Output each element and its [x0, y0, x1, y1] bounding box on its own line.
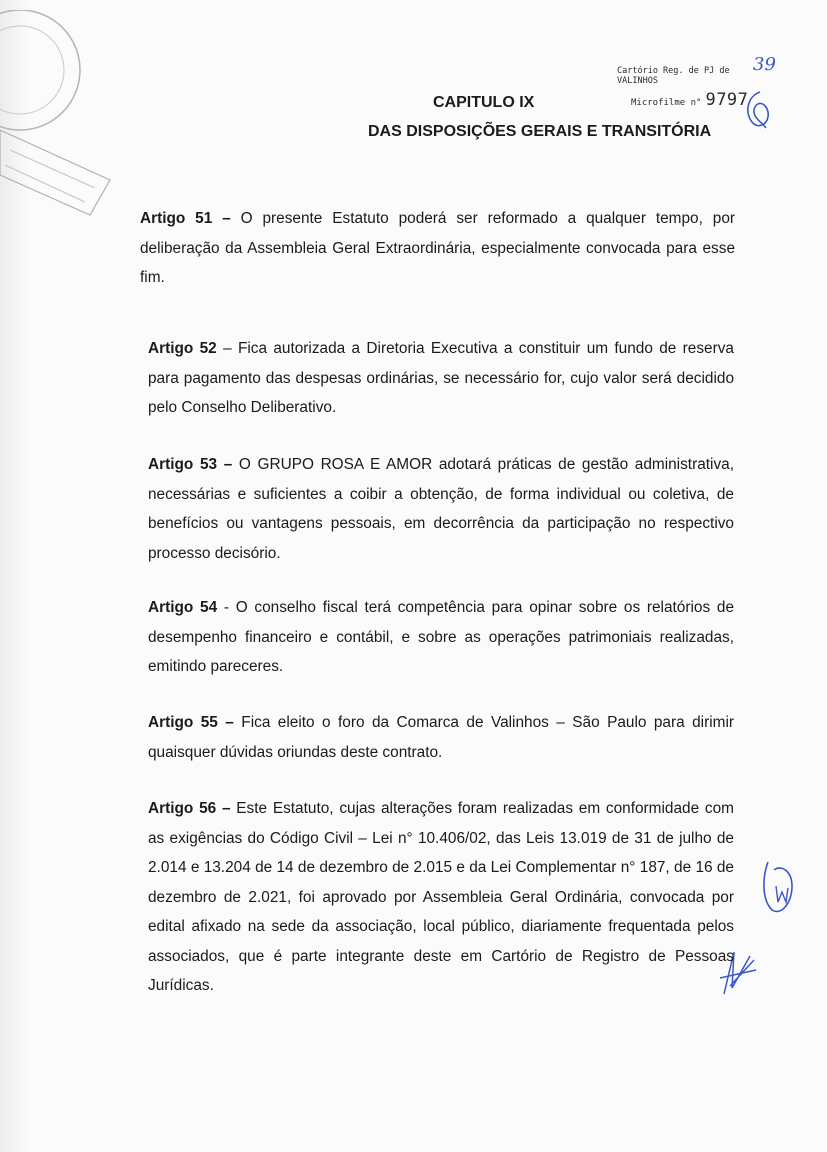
- article-55: [148, 708, 734, 767]
- article-54: [148, 593, 734, 682]
- article-text: O GRUPO ROSA E AMOR adotará práticas de gestão administrativa, necessárias e suficientes a coibir a obtenção, de forma individual ou coletiva, de benefícios ou vantagens pessoais, em decorrência da participação no respectivo processo decisório.: [148, 456, 734, 562]
- article-separator: –: [216, 340, 238, 357]
- article-56: [148, 794, 734, 1001]
- article-text: O presente Estatuto poderá ser reformado a qualquer tempo, por deliberação da Assembleia Geral Extraordinária, especialmente convocada para esse fim.: [140, 210, 736, 286]
- article-52: [148, 334, 734, 423]
- registry-seal: [0, 10, 130, 230]
- article-text: Fica autorizada a Diretoria Executiva a constituir um fundo de reserva para pagamento das despesas ordinárias, se necessário for, cujo valor será decidido pelo Conselho Deliberativo.: [148, 340, 734, 416]
- handwritten-initial-right: [758, 856, 798, 916]
- chapter-subtitle: DAS DISPOSIÇÕES GERAIS E TRANSITÓRIA: [368, 123, 712, 140]
- stamp-microfilm-number: 9797: [705, 90, 749, 110]
- article-label: Artigo 51: [140, 210, 213, 227]
- article-51: [140, 204, 735, 293]
- chapter-title: CAPITULO IX: [433, 94, 535, 111]
- article-label: Artigo 54: [148, 599, 218, 616]
- article-label: Artigo 55: [148, 714, 218, 731]
- stamp-office: Cartório Reg. de PJ de: [617, 66, 730, 76]
- article-label: Artigo 56: [148, 800, 217, 817]
- article-53: [148, 450, 734, 568]
- handwritten-page-number: 39: [753, 54, 776, 75]
- article-separator: –: [212, 210, 241, 227]
- stamp-microfilm-label: Microfilme n°: [631, 98, 702, 108]
- article-text: Fica eleito o foro da Comarca de Valinhos – São Paulo para dirimir quaisquer dúvidas oriundas deste contrato.: [148, 714, 734, 761]
- article-label: Artigo 52: [148, 340, 217, 357]
- registry-stamp: [617, 54, 776, 110]
- article-separator: –: [217, 714, 242, 731]
- stamp-city: VALINHOS: [617, 76, 658, 86]
- article-separator: –: [217, 456, 239, 473]
- article-label: Artigo 53: [148, 456, 218, 473]
- article-separator: -: [217, 599, 236, 616]
- article-text: Este Estatuto, cujas alterações foram realizadas em conformidade com as exigências do Código Civil – Lei n° 10.406/02, das Leis 13.019 de 31 de julho de 2.014 e 13.204 de 14 de dezembro de 2.015 e da Lei Complementar n° 187, de 16 de dezembro de 2.021, foi aprovado por Assembleia Geral Ordinária, convocada por edital afixado na sede da associação, local público, diariamente frequentada pelos associados, que é parte integrante deste em Cartório de Registro de Pessoas Jurídicas.: [148, 800, 734, 994]
- article-text: O conselho fiscal terá competência para opinar sobre os relatórios de desempenho financeiro e contábil, e sobre as operações patrimoniais realizadas, emitindo pareceres.: [148, 599, 735, 675]
- article-separator: –: [216, 800, 237, 817]
